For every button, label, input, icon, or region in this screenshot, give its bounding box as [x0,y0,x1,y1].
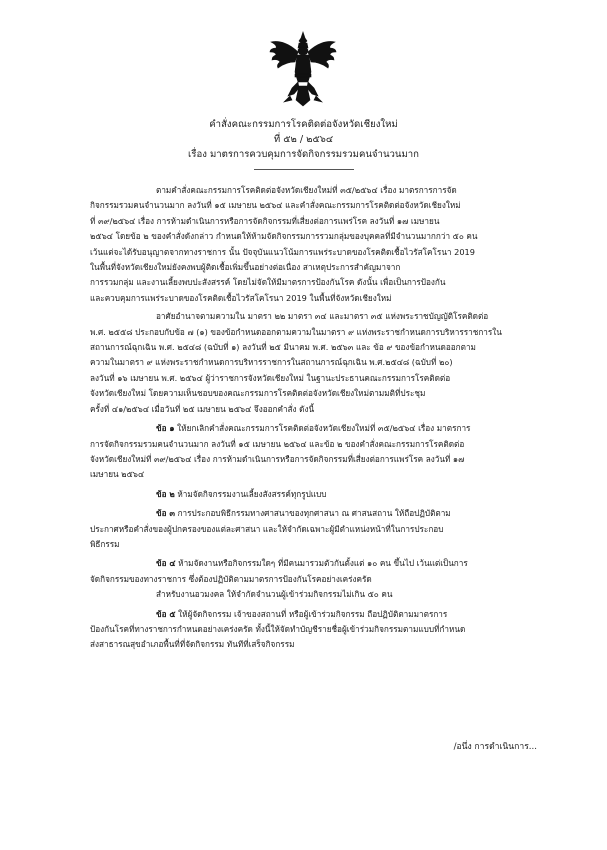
paragraph-background [90,183,540,306]
text-line: จังหวัดเชียงใหม่ โดยความเห็นชอบของคณะกรรมการโรคติดต่อจังหวัดเชียงใหม่ตามมติที่ประชุม [90,388,426,399]
text-line: พ.ศ. ๒๕๕๘ ประกอบกับข้อ ๗ (๑) ของข้อกำหนดออกตามความในมาตรา ๙ แห่งพระราชกำหนดการบริหารราชการใน [90,326,502,337]
clause-number: ข้อ ๓ [156,508,175,519]
clause-text: ให้ผู้จัดกิจกรรม เจ้าของสถานที่ หรือผู้เข้าร่วมกิจกรรม ถือปฏิบัติตามมาตรการ [178,608,448,619]
clause-text: ห้ามจัดงานหรือกิจกรรมใดๆ ที่มีคนมารวมตัวกันตั้งแต่ ๑๐ คน ขึ้นไป เว้นแต่เป็นการ [178,558,468,569]
text-line: การจัดกิจกรรมรวมคนจำนวนมาก ลงวันที่ ๑๕ เมษายน ๒๕๖๔ และข้อ ๒ ของคำสั่งคณะกรรมการโรคติดต่อ [90,438,465,449]
clause-number: ข้อ ๒ [156,488,175,499]
order-subject: เรื่อง มาตรการควบคุมการจัดกิจกรรมรวมคนจำนวนมาก [188,149,419,160]
text-line: จัดกิจกรรมของทางราชการ ซึ่งต้องปฏิบัติตามมาตรการป้องกันโรคอย่างเคร่งครัด [90,573,372,584]
clause-number: ข้อ ๕ [156,608,176,619]
clause-text: การประกอบพิธีกรรมทางศาสนาของทุกศาสนา ณ ศาสนสถาน ให้ถือปฏิบัติตาม [177,508,451,519]
text-line: ๒๕๖๔ โดยข้อ ๒ ของคำสั่งดังกล่าว กำหนดให้ห้ามจัดกิจกรรมการรวมกลุ่มของบุคคลที่มีจำนวนมากกว่า ๕๐ คน [90,231,478,242]
text-line: อาศัยอำนาจตามความใน มาตรา ๒๒ มาตรา ๓๔ และมาตรา ๓๕ แห่งพระราชบัญญัติโรคติดต่อ [156,311,489,322]
garuda-emblem [268,30,338,108]
text-line: พิธีกรรม [90,538,120,549]
text-line: ลงวันที่ ๑๖ เมษายน พ.ศ. ๒๕๖๔ ผู้ว่าราชการจังหวัดเชียงใหม่ ในฐานะประธานคณะกรรมการโรคติดต่อ [90,372,451,383]
text-line: ที่ ๓๙/๒๕๖๔ เรื่อง การห้ามดำเนินการหรือการจัดกิจกรรมที่เสี่ยงต่อการแพร่โรค ลงวันที่ ๑๗ เมษายน [90,215,440,226]
header-divider [254,169,354,170]
continuation-note: /อนึ่ง การดำเนินการ... [453,742,537,752]
text-line: จังหวัดเชียงใหม่ที่ ๓๙/๒๕๖๔ เรื่อง การห้ามดำเนินการหรือการจัดกิจกรรมที่เสี่ยงต่อการแพร่โรค ลงวันที่ ๑๗ [90,453,465,464]
clause-3 [90,506,540,552]
text-line: การรวมกลุ่ม และงานเลี้ยงพบปะสังสรรค์ โดยไม่จัดให้มีมาตรการป้องกันโรค ดังนั้น เพื่อเป็นการป้องกัน [90,277,446,288]
clause-1 [90,421,540,483]
order-number: ที่ ๕๒ / ๒๕๖๔ [273,134,334,145]
clause-number: ข้อ ๑ [156,423,175,434]
text-line: และควบคุมการแพร่ระบาดของโรคติดเชื้อไวรัสโคโรนา 2019 ในพื้นที่จังหวัดเชียงใหม่ [90,292,392,303]
document-body [90,183,540,656]
paragraph-authority [90,309,540,417]
text-line: ตามคำสั่งคณะกรรมการโรคติดต่อจังหวัดเชียงใหม่ที่ ๓๕/๒๕๖๔ เรื่อง มาตรการการจัด [156,185,457,195]
clause-text: ห้ามจัดกิจกรรมงานเลี้ยงสังสรรค์ทุกรูปแบบ [177,488,327,499]
text-line: สถานการณ์ฉุกเฉิน พ.ศ. ๒๕๔๘ (ฉบับที่ ๑) ลงวันที่ ๒๕ มีนาคม พ.ศ. ๒๕๖๓ และ ข้อ ๙ ของข้อกำหนดออกตาม [90,342,476,353]
text-line: เว้นแต่จะได้รับอนุญาตจากทางราชการ นั้น ปัจจุบันแนวโน้มการแพร่ระบาดของโรคติดเชื้อไวรัสโคโรนา 2019 [90,246,475,257]
clause-5 [90,607,540,653]
clause-text: ให้ยกเลิกคำสั่งคณะกรรมการโรคติดต่อจังหวัดเชียงใหม่ที่ ๓๕/๒๕๖๔ เรื่อง มาตรการ [177,423,471,434]
text-line: ครั้งที่ ๔๑/๒๕๖๔ เมื่อวันที่ ๒๕ เมษายน ๒๕๖๔ จึงออกคำสั่ง ดังนี้ [90,403,315,414]
clause-4 [90,556,540,602]
order-title: คำสั่งคณะกรรมการโรคติดต่อจังหวัดเชียงใหม่ [209,119,398,130]
text-line: ในพื้นที่จังหวัดเชียงใหม่ยังคงพบผู้ติดเชื้อเพิ่มขึ้นอย่างต่อเนื่อง สาเหตุประการสำคัญมาจาก [90,262,401,273]
text-line: กิจกรรมรวมคนจำนวนมาก ลงวันที่ ๑๕ เมษายน ๒๕๖๔ และคำสั่งคณะกรรมการโรคติดต่อจังหวัดเชียงใหม่ [90,200,461,211]
text-line: สำหรับงานอวมงคล ให้จำกัดจำนวนผู้เข้าร่วมกิจกรรมไม่เกิน ๕๐ คน [156,589,393,600]
clause-2 [90,487,540,502]
text-line: เมษายน ๒๕๖๔ [90,469,145,480]
text-line: ป้องกันโรคที่ทางราชการกำหนดอย่างเคร่งครัด ทั้งนี้ให้จัดทำบัญชีรายชื่อผู้เข้าร่วมกิจกรรมตามแบบที่กำหนด [90,623,466,634]
clause-number: ข้อ ๔ [156,558,176,569]
text-line: ส่งสาธารณสุขอำเภอพื้นที่ที่จัดกิจกรรม ทันทีที่เสร็จกิจกรรม [90,639,295,650]
text-line: ประกาศหรือคำสั่งของผู้ปกครองของแต่ละศาสนา และให้จำกัดเฉพาะผู้มีตำแหน่งหน้าที่ในการประกอบ [90,523,444,534]
text-line: ความในมาตรา ๙ แห่งพระราชกำหนดการบริหารราชการในสถานการณ์ฉุกเฉิน พ.ศ.๒๕๔๘ (ฉบับที่ ๒๐) [90,357,453,368]
